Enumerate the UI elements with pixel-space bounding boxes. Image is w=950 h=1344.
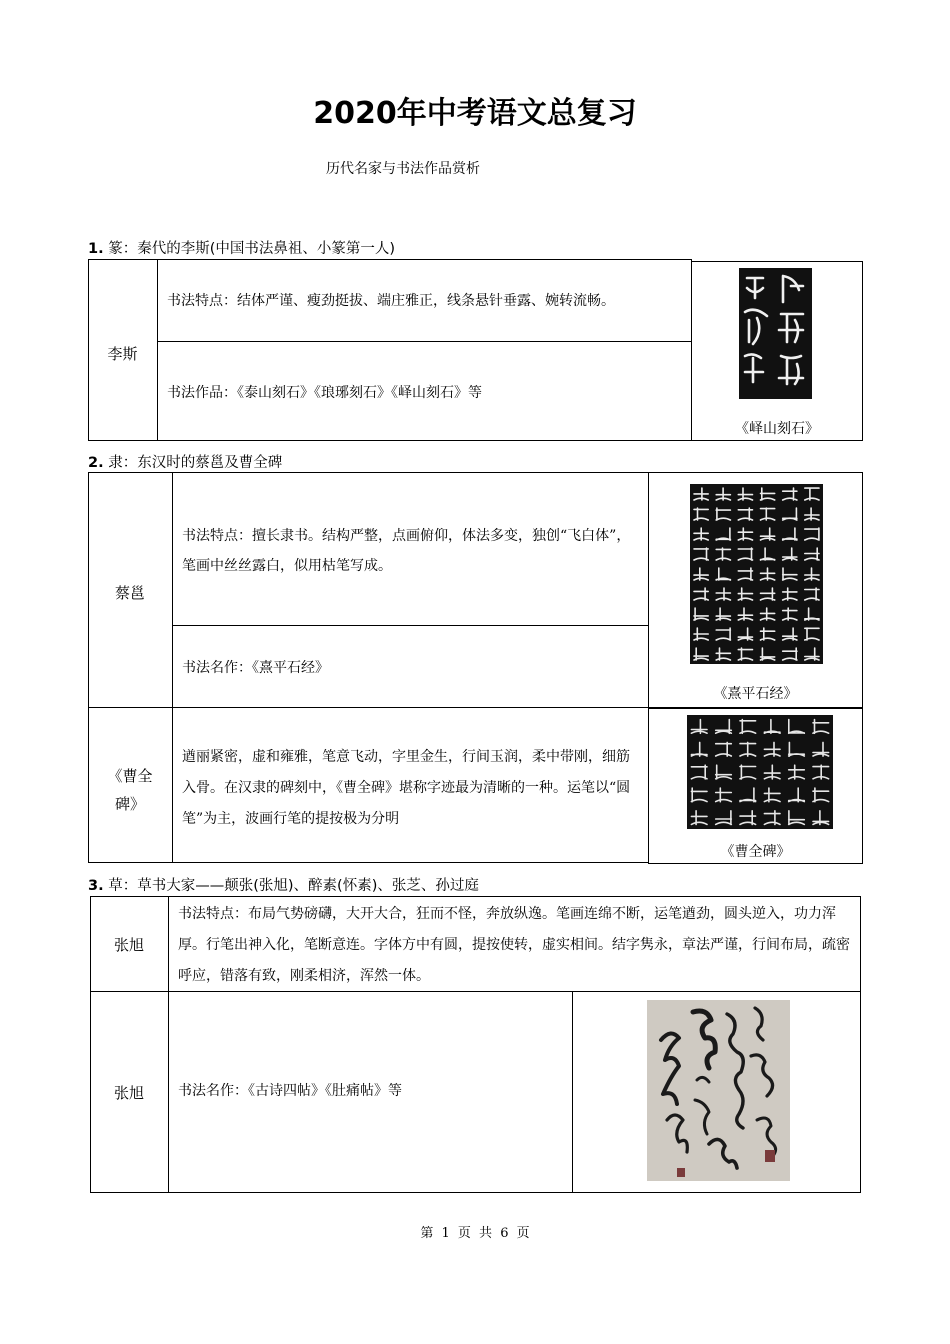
- feature-label: 书法特点：: [167, 293, 237, 309]
- section3-title: 草：草书大家——颠张(张旭)、醉素(怀素)、张芝、孙过庭: [103, 878, 479, 894]
- section2-heading: [88, 451, 282, 472]
- feature-text: 擅长隶书。结构严整，点画俯仰，体法多变，独创“飞白体”，笔画中丝丝露白，似用枯笔写成。: [182, 528, 631, 574]
- section2-image2-caption: 《曹全碑》: [720, 844, 791, 860]
- seal-stamp-mark: [677, 1168, 685, 1177]
- section2-works: [182, 653, 642, 683]
- section3-name: 张旭: [113, 936, 144, 954]
- section3-heading: [88, 874, 479, 895]
- works-label: 书法作品：: [167, 385, 237, 401]
- section2-name: 蔡邕: [114, 584, 145, 602]
- works-text: 《古诗四帖》《肚痛帖》等: [248, 1083, 402, 1099]
- section1-number: 1.: [88, 241, 104, 257]
- seal-stamp-mark: [765, 1150, 775, 1162]
- seal-script-strokes: [739, 268, 812, 399]
- section3-works: [178, 1076, 568, 1106]
- section2-number: 2.: [88, 455, 104, 471]
- works-text: 《熹平石经》: [252, 660, 329, 676]
- section1-works: [167, 378, 687, 408]
- caoquan-script-strokes: [687, 715, 833, 829]
- page-footer: 第 1 页 共 6 页: [420, 1226, 530, 1241]
- feature-label: 书法特点：: [178, 906, 248, 922]
- section1-image-caption: 《峄山刻石》: [735, 421, 819, 437]
- section1-name: 李斯: [107, 345, 138, 363]
- section2-feature: [182, 521, 642, 581]
- works-label: 书法名作：: [178, 1083, 248, 1099]
- yishan-stele-image: [739, 268, 812, 399]
- feature-text: 布局气势磅礴，大开大合，狂而不怪，奔放纵逸。笔画连绵不断，运笔遒劲，圆头逆入，功力浑厚。行笔出神入化，笔断意连。字体方中有圆，提按使转，虚实相间。结字隽永，章法严谨，行间布局，疏密呼应，错落有致，刚柔相济，浑然一体。: [178, 906, 850, 984]
- glyph-strokes: [694, 488, 819, 660]
- clerical-script-strokes: [690, 484, 823, 664]
- works-label: 书法名作：: [182, 660, 252, 676]
- section2-image-caption: 《熹平石经》: [713, 686, 798, 702]
- works-text: 《泰山刻石》《琅琊刻石》《峄山刻石》等: [237, 385, 482, 401]
- xiping-stele-image: [690, 484, 823, 664]
- cursive-script-strokes: [647, 1000, 790, 1181]
- section1-title: 篆：秦代的李斯(中国书法鼻祖、小篆第一人): [103, 241, 396, 257]
- section2-desc2: 遒丽紧密，虚和雍雅，笔意飞动，字里金生，行间玉润，柔中带刚，细筋入骨。在汉隶的碑刻中，《曹全碑》堪称字迹最为清晰的一种。运笔以“圆笔”为主，波画行笔的提按极为分明: [182, 749, 631, 827]
- section3-number: 3.: [88, 878, 104, 894]
- glyph-strokes: [691, 720, 828, 825]
- caoquan-stele-image: [687, 715, 833, 829]
- section3-feature: [178, 899, 856, 992]
- page-title: 2020年中考语文总复习: [313, 96, 637, 131]
- section2-name2: 《曹全 碑》: [107, 767, 153, 813]
- gushi-sitie-image: [647, 1000, 790, 1181]
- section1-feature: [167, 286, 687, 316]
- section2-title: 隶：东汉时的蔡邕及曹全碑: [103, 455, 283, 471]
- page-subtitle: 历代名家与书法作品赏析: [326, 161, 480, 177]
- section3-name2: 张旭: [113, 1084, 144, 1102]
- section1-heading: [88, 237, 395, 258]
- feature-label: 书法特点：: [182, 528, 252, 544]
- feature-text: 结体严谨、瘦劲挺拔、端庄雅正，线条悬针垂露、婉转流畅。: [237, 293, 615, 309]
